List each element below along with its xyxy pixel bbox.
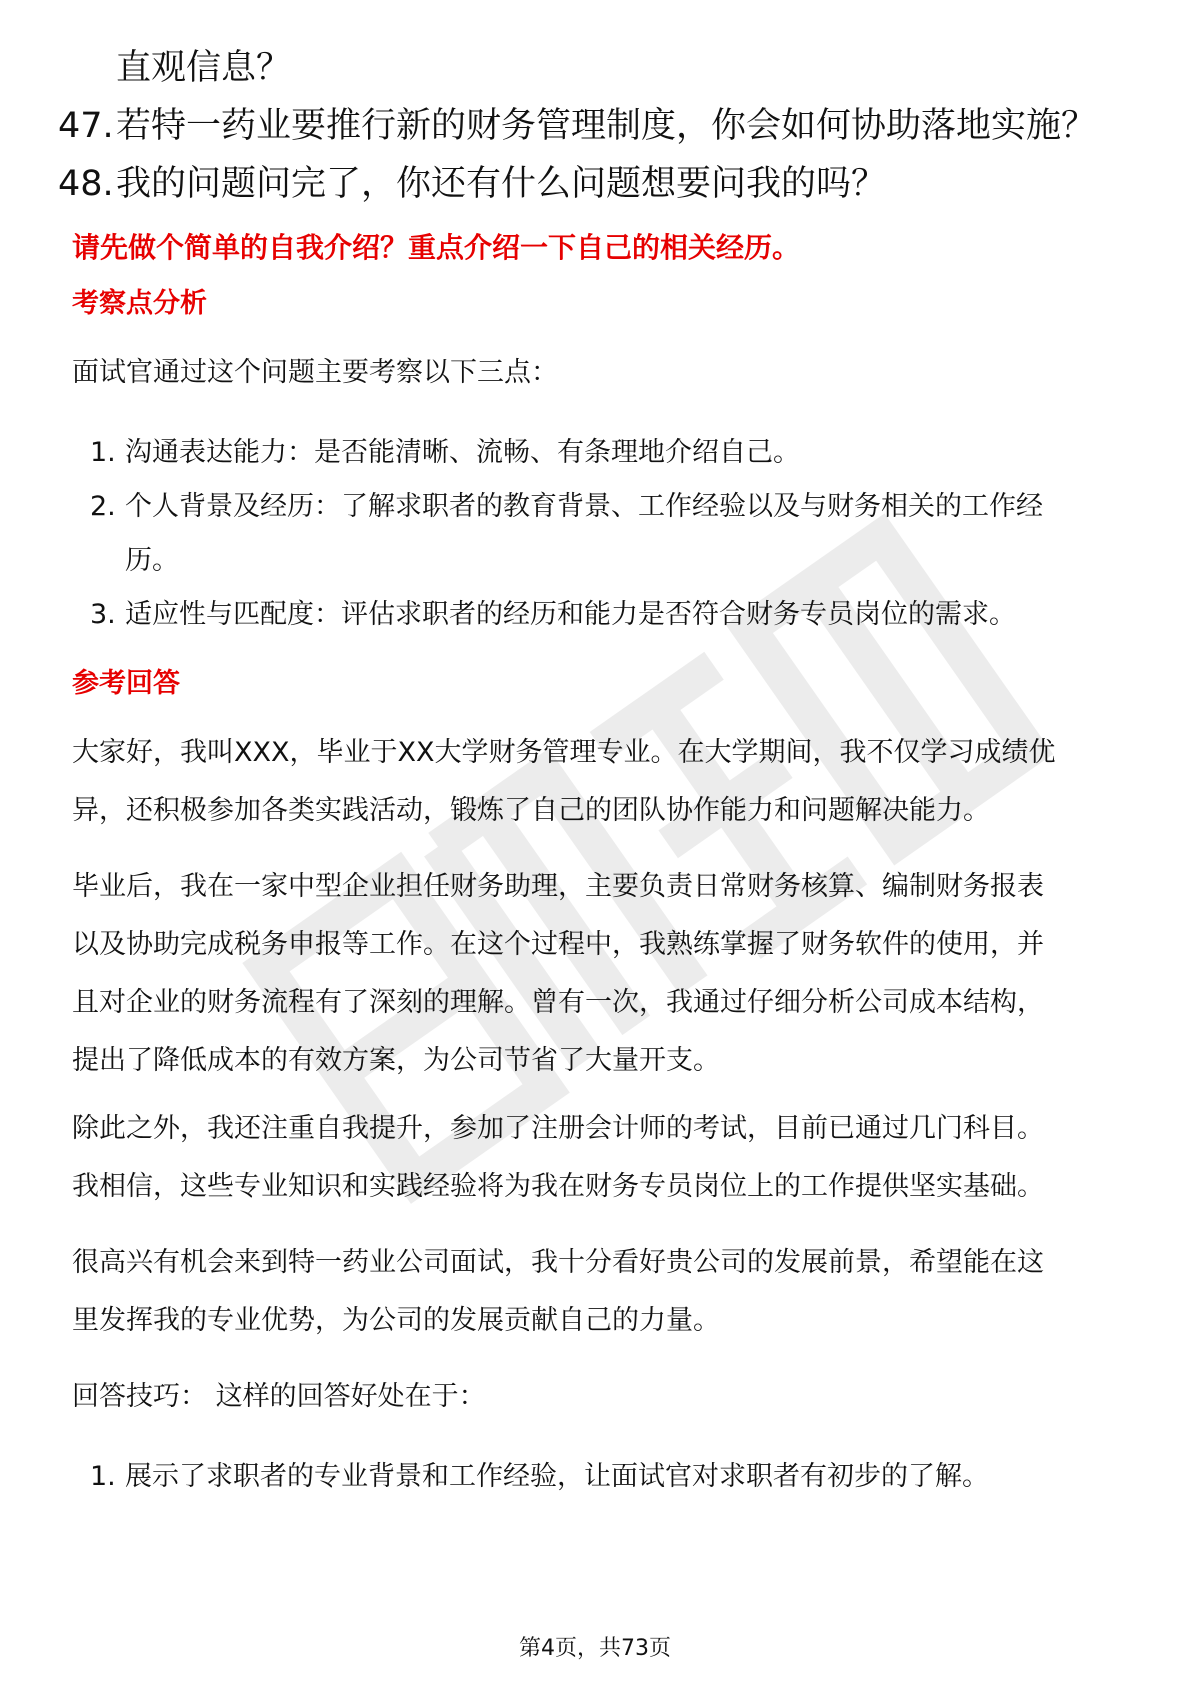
- question-text: 我的问题问完了，你还有什么问题想要问我的吗？: [116, 164, 887, 204]
- question-text: 若特一药业要推行新的财务管理制度，你会如何协助落地实施？: [116, 106, 1097, 146]
- tips-point-1: [90, 1448, 989, 1506]
- paragraph-line: 我相信，这些专业知识和实践经验将为我在财务专员岗位上的工作提供坚实基础。: [72, 1171, 1044, 1202]
- paragraph-line: 面试官通过这个问题主要考察以下三点：: [72, 357, 558, 388]
- answer-heading: 参考回答: [72, 668, 180, 699]
- question-number: 48.: [58, 164, 114, 204]
- question-number: 47.: [58, 106, 114, 146]
- list-number: 1.: [90, 437, 116, 468]
- tips-intro: [72, 1368, 1132, 1426]
- question-46-continuation: 直观信息？: [116, 48, 292, 88]
- list-text: 适应性与匹配度：评估求职者的经历和能力是否符合财务专员岗位的需求。: [125, 599, 1016, 630]
- paragraph-line: 以及协助完成税务申报等工作。在这个过程中，我熟练掌握了财务软件的使用，并: [72, 929, 1044, 960]
- answer-paragraph-4: [72, 1234, 1132, 1350]
- list-number: 3.: [90, 599, 116, 630]
- answer-paragraph-3: [72, 1100, 1132, 1216]
- question-48: [58, 162, 886, 206]
- section-question-heading: 请先做个简单的自我介绍？重点介绍一下自己的相关经历。: [72, 231, 801, 264]
- paragraph-line: 大家好，我叫XXX，毕业于XX大学财务管理专业。在大学期间，我不仅学习成绩优: [72, 737, 1056, 768]
- analysis-heading: 考察点分析: [72, 288, 207, 319]
- question-47: [58, 104, 1096, 148]
- paragraph-line: 异，还积极参加各类实践活动，锻炼了自己的团队协作能力和问题解决能力。: [72, 795, 990, 826]
- answer-paragraph-2: [72, 858, 1132, 1090]
- paragraph-line: 且对企业的财务流程有了深刻的理解。曾有一次，我通过仔细分析公司成本结构，: [72, 987, 1044, 1018]
- paragraph-line: 提出了降低成本的有效方案，为公司节省了大量开支。: [72, 1045, 720, 1076]
- answer-paragraph-1: [72, 724, 1132, 840]
- paragraph-line: 里发挥我的专业优势，为公司的发展贡献自己的力量。: [72, 1305, 720, 1336]
- analysis-point-2-continuation: 历。: [125, 545, 179, 576]
- analysis-intro: [72, 344, 1132, 402]
- analysis-point-2: [90, 478, 1043, 536]
- paragraph-line: 回答技巧： 这样的回答好处在于：: [72, 1381, 486, 1412]
- list-text: 沟通表达能力：是否能清晰、流畅、有条理地介绍自己。: [125, 437, 800, 468]
- page-footer: 第4页，共73页: [519, 1636, 671, 1661]
- paragraph-line: 除此之外，我还注重自我提升，参加了注册会计师的考试，目前已通过几门科目。: [72, 1113, 1044, 1144]
- analysis-point-1: [90, 424, 800, 482]
- list-text: 展示了求职者的专业背景和工作经验，让面试官对求职者有初步的了解。: [125, 1461, 989, 1492]
- list-number: 2.: [90, 491, 116, 522]
- list-text: 个人背景及经历：了解求职者的教育背景、工作经验以及与财务相关的工作经: [125, 491, 1043, 522]
- analysis-point-3: [90, 586, 1016, 644]
- paragraph-line: 很高兴有机会来到特一药业公司面试，我十分看好贵公司的发展前景，希望能在这: [72, 1247, 1044, 1278]
- paragraph-line: 毕业后，我在一家中型企业担任财务助理，主要负责日常财务核算、编制财务报表: [72, 871, 1044, 902]
- list-number: 1.: [90, 1461, 116, 1492]
